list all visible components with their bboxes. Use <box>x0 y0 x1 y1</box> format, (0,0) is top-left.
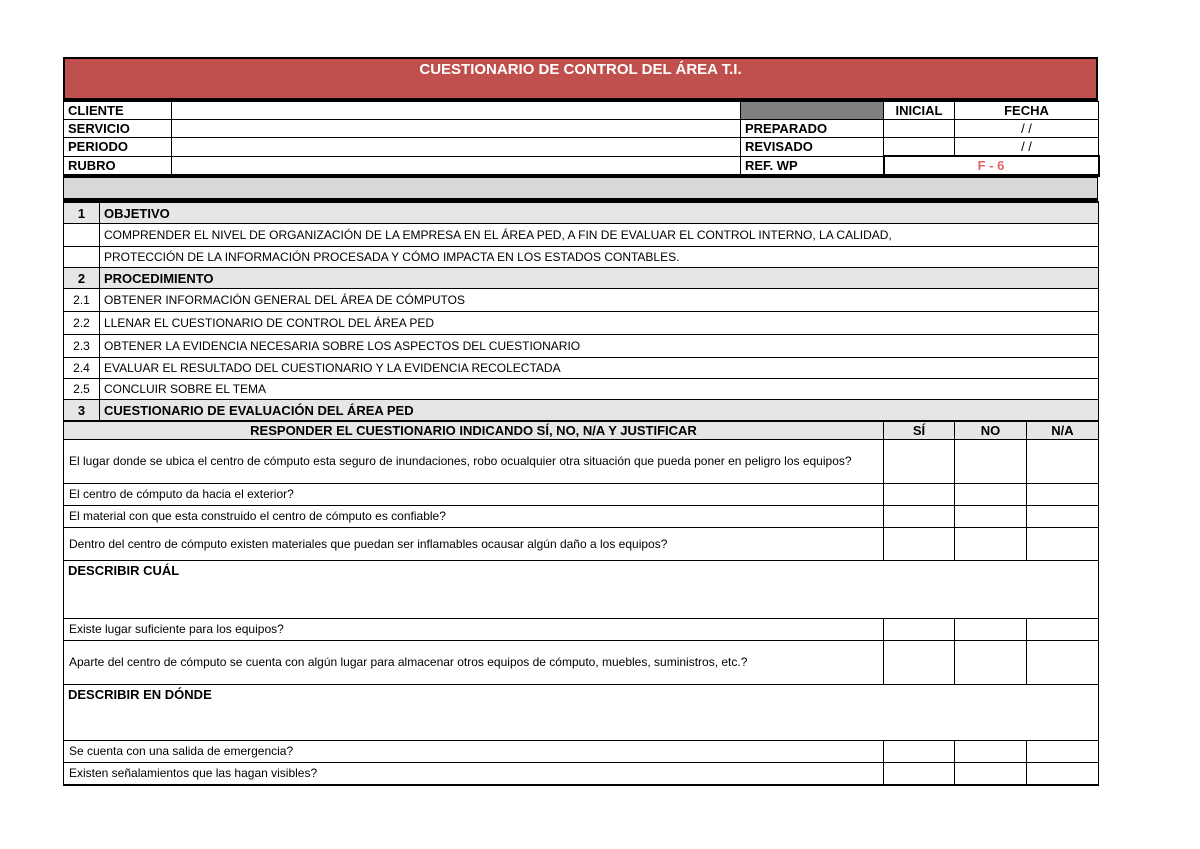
answer-si-cell[interactable] <box>884 619 955 641</box>
ref-wp-label: REF. WP <box>741 156 884 176</box>
answer-na-cell[interactable] <box>1027 440 1099 484</box>
answer-no-cell[interactable] <box>955 484 1027 506</box>
answer-no-cell[interactable] <box>955 506 1027 528</box>
si-header: SÍ <box>884 422 955 440</box>
fecha-header: FECHA <box>955 102 1099 120</box>
preparado-fecha[interactable]: / / <box>955 120 1099 138</box>
step-number: 2.1 <box>64 289 100 312</box>
rubro-label: RUBRO <box>64 156 172 176</box>
preparado-inicial[interactable] <box>884 120 955 138</box>
cliente-value[interactable] <box>172 102 741 120</box>
answer-na-cell[interactable] <box>1027 741 1099 763</box>
describe-where-field[interactable]: DESCRIBIR EN DÓNDE <box>64 685 1099 741</box>
step-number: 2.3 <box>64 335 100 358</box>
section-3-number: 3 <box>64 400 100 421</box>
section-2-number: 2 <box>64 268 100 289</box>
objective-line-1: COMPRENDER EL NIVEL DE ORGANIZACIÓN DE LA EMPRESA EN EL ÁREA PED, A FIN DE EVALUAR EL CONTROL INTERNO, LA CALIDAD, <box>100 224 1099 247</box>
answer-si-cell[interactable] <box>884 484 955 506</box>
question-3: El material con que esta construido el centro de cómputo es confiable? <box>64 506 884 528</box>
answer-si-cell[interactable] <box>884 440 955 484</box>
step-text: CONCLUIR SOBRE EL TEMA <box>100 379 1099 400</box>
answer-si-cell[interactable] <box>884 641 955 685</box>
question-4: Dentro del centro de cómputo existen materiales que puedan ser inflamables ocausar algún daño a los equipos? <box>64 528 884 561</box>
objective-line-2: PROTECCIÓN DE LA INFORMACIÓN PROCESADA Y CÓMO IMPACTA EN LOS ESTADOS CONTABLES. <box>100 247 1099 268</box>
sections-table <box>63 201 1099 421</box>
cliente-label: CLIENTE <box>64 102 172 120</box>
header-info-table <box>63 101 1100 177</box>
ref-wp-value: F - 6 <box>884 156 1099 176</box>
instruction-header: RESPONDER EL CUESTIONARIO INDICANDO SÍ, NO, N/A Y JUSTIFICAR <box>64 422 884 440</box>
step-text: EVALUAR EL RESULTADO DEL CUESTIONARIO Y LA EVIDENCIA RECOLECTADA <box>100 358 1099 379</box>
answer-si-cell[interactable] <box>884 506 955 528</box>
revisado-label: REVISADO <box>741 138 884 157</box>
gray-cell <box>741 102 884 120</box>
revisado-fecha[interactable]: / / <box>955 138 1099 157</box>
questionnaire-table <box>63 421 1099 786</box>
answer-si-cell[interactable] <box>884 528 955 561</box>
spacer-table <box>63 177 1098 201</box>
describe-which-field[interactable]: DESCRIBIR CUÁL <box>64 561 1099 619</box>
section-3-title: CUESTIONARIO DE EVALUACIÓN DEL ÁREA PED <box>100 400 1099 421</box>
step-text: LLENAR EL CUESTIONARIO DE CONTROL DEL ÁREA PED <box>100 312 1099 335</box>
section-2-title: PROCEDIMIENTO <box>100 268 1099 289</box>
servicio-value[interactable] <box>172 120 741 138</box>
step-text: OBTENER LA EVIDENCIA NECESARIA SOBRE LOS ASPECTOS DEL CUESTIONARIO <box>100 335 1099 358</box>
rubro-value[interactable] <box>172 156 741 176</box>
answer-no-cell[interactable] <box>955 763 1027 786</box>
answer-no-cell[interactable] <box>955 528 1027 561</box>
answer-si-cell[interactable] <box>884 741 955 763</box>
na-header: N/A <box>1027 422 1099 440</box>
question-5: Existe lugar suficiente para los equipos? <box>64 619 884 641</box>
section-1-number: 1 <box>64 202 100 224</box>
answer-na-cell[interactable] <box>1027 506 1099 528</box>
sheet-title: CUESTIONARIO DE CONTROL DEL ÁREA T.I. <box>64 58 1097 100</box>
gray-spacer-row <box>64 178 1098 200</box>
section-1-title: OBJETIVO <box>100 202 1099 224</box>
preparado-label: PREPARADO <box>741 120 884 138</box>
control-questionnaire-sheet <box>63 57 1098 786</box>
step-number: 2.5 <box>64 379 100 400</box>
answer-na-cell[interactable] <box>1027 763 1099 786</box>
answer-na-cell[interactable] <box>1027 528 1099 561</box>
question-7: Se cuenta con una salida de emergencia? <box>64 741 884 763</box>
answer-na-cell[interactable] <box>1027 641 1099 685</box>
answer-si-cell[interactable] <box>884 763 955 786</box>
section-1-blank <box>64 224 100 247</box>
section-1-blank-2 <box>64 247 100 268</box>
periodo-label: PERIODO <box>64 138 172 157</box>
answer-no-cell[interactable] <box>955 440 1027 484</box>
question-2: El centro de cómputo da hacia el exterior? <box>64 484 884 506</box>
step-text: OBTENER INFORMACIÓN GENERAL DEL ÁREA DE CÓMPUTOS <box>100 289 1099 312</box>
revisado-inicial[interactable] <box>884 138 955 157</box>
periodo-value[interactable] <box>172 138 741 157</box>
answer-no-cell[interactable] <box>955 619 1027 641</box>
servicio-label: SERVICIO <box>64 120 172 138</box>
step-number: 2.4 <box>64 358 100 379</box>
answer-na-cell[interactable] <box>1027 484 1099 506</box>
step-number: 2.2 <box>64 312 100 335</box>
inicial-header: INICIAL <box>884 102 955 120</box>
question-8: Existen señalamientos que las hagan visibles? <box>64 763 884 786</box>
no-header: NO <box>955 422 1027 440</box>
answer-no-cell[interactable] <box>955 641 1027 685</box>
answer-na-cell[interactable] <box>1027 619 1099 641</box>
question-6: Aparte del centro de cómputo se cuenta con algún lugar para almacenar otros equipos de cómputo, muebles, suministros, etc.? <box>64 641 884 685</box>
question-1: El lugar donde se ubica el centro de cómputo esta seguro de inundaciones, robo ocualquier otra situación que pueda poner en peligro los equipos? <box>64 440 884 484</box>
answer-no-cell[interactable] <box>955 741 1027 763</box>
title-table <box>63 57 1098 101</box>
